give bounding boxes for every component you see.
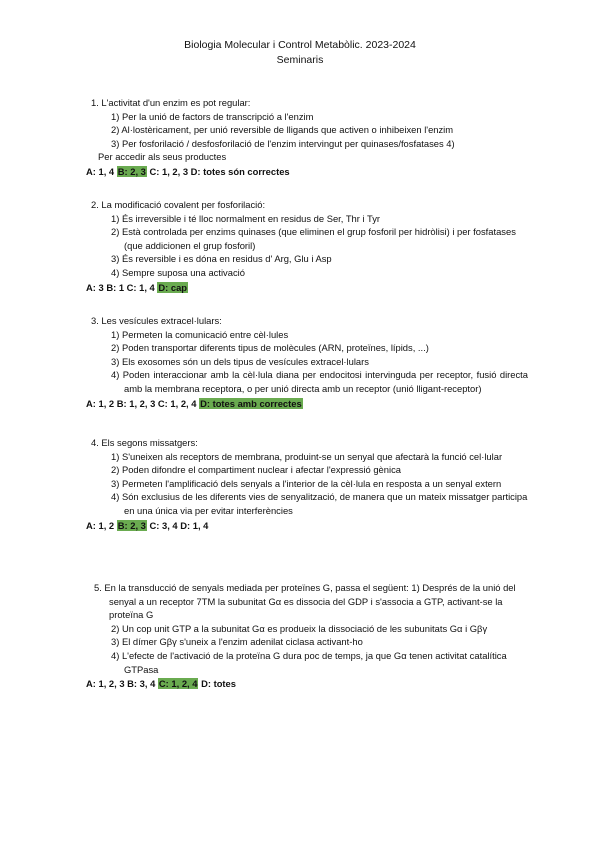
question-2 <box>88 198 528 294</box>
answer-line <box>86 397 528 411</box>
option-3: 3) El dímer Gβγ s'uneix a l'enzim adenilat ciclasa activant-ho <box>111 636 363 648</box>
answer-text: A: 1, 2 <box>86 519 117 531</box>
option-2: 2) Està controlada per enzims quinases (que eliminen el grup fosforil per hidròlisi) i per fosfatases (que addicionen el grup fosforil) <box>111 226 516 251</box>
option-3: 3) Els exosomes són un dels tipus de vesícules extracel·lulars <box>111 355 369 367</box>
correct-answer-highlight: B: 2, 3 <box>117 165 146 177</box>
document-title: Biologia Molecular i Control Metabòlic. 2023-2024 <box>184 39 416 51</box>
correct-answer-highlight: D: cap <box>158 281 188 293</box>
option-1: 1) És irreversible i té lloc normalment en residus de Ser, Thr i Tyr <box>111 212 381 224</box>
answer-line <box>86 165 528 179</box>
question-3 <box>88 314 528 410</box>
option-4: 4) L'efecte de l'activació de la proteïna G dura poc de temps, ja que Gα tenen activitat catalítica GTPasa <box>111 649 507 675</box>
answer-text: A: 1, 2 B: 1, 2, 3 C: 1, 2, 4 <box>86 397 200 409</box>
option-1: 1) S'uneixen als receptors de membrana, produint-se un senyal que afectarà la funció cel·lular <box>111 450 503 462</box>
answer-line <box>86 677 528 691</box>
correct-answer-highlight: B: 2, 3 <box>117 519 146 531</box>
question-stem: 5. En la transducció de senyals mediada per proteïnes G, passa el següent: 1) Després de la unió del senyal a un receptor 7TM la subunitat Gα es dissocia del GDP i s'associa a GTP, activant-se la proteïna G <box>94 582 516 621</box>
document-subtitle: Seminaris <box>276 54 324 66</box>
answer-text: A: 3 B: 1 C: 1, 4 <box>86 281 158 293</box>
option-4: 4) Poden interaccionar amb la cèl·lula diana per endocitosi intervinguda per receptor, fusió directa amb la membrana receptora, o per unió directa amb un receptor (unió lligant-receptor) <box>111 369 528 394</box>
correct-answer-highlight: D: totes amb correctes <box>200 397 302 409</box>
question-5 <box>88 581 528 691</box>
option-4: 4) Són exclusius de les diferents vies de senyalització, de manera que un mateix missatger participa en una única via per evitar interferències <box>111 491 528 516</box>
question-stem: 3. Les vesícules extracel·lulars: <box>91 315 222 326</box>
answer-text: A: 1, 2, 3 B: 3, 4 <box>86 678 158 690</box>
correct-answer-highlight: C: 1, 2, 4 <box>158 678 198 690</box>
option-2: 2) Al·lostèricament, per unió reversible de lligands que activen o inhibeixen l'enzim <box>111 124 454 136</box>
option-3: 3) Per fosforilació / desfosforilació de l'enzim intervingut per quinases/fosfatases 4) <box>111 137 455 149</box>
option-2: 2) Un cop unit GTP a la subunitat Gα es produeix la dissociació de les subunitats Gα i Gβγ <box>111 622 488 634</box>
answer-line <box>86 281 528 295</box>
answer-line <box>86 519 528 533</box>
answer-text: D: totes <box>198 678 236 690</box>
option-1: 1) Per la unió de factors de transcripció a l'enzim <box>111 110 314 122</box>
answer-text: A: 1, 4 <box>86 165 117 177</box>
option-3: 3) És reversible i es dóna en residus d' Arg, Glu i Asp <box>111 253 332 265</box>
question-stem: 1. L'activitat d'un enzim es pot regular: <box>91 97 251 108</box>
question-stem: 2. La modificació covalent per fosforilació: <box>91 199 266 210</box>
option-4: 4) Sempre suposa una activació <box>111 266 245 278</box>
question-4 <box>88 436 528 532</box>
option-3: 3) Permeten l'amplificació dels senyals a l'interior de la cèl·lula en resposta a un senyal extern <box>111 477 502 489</box>
option-2: 2) Poden transportar diferents tipus de molècules (ARN, proteïnes, lípids, ...) <box>111 342 429 354</box>
option-2: 2) Poden difondre el compartiment nuclear i afectar l'expressió gènica <box>111 464 401 476</box>
answer-text: C: 3, 4 D: 1, 4 <box>146 519 209 531</box>
answer-text: C: 1, 2, 3 D: totes són correctes <box>146 165 290 177</box>
option-1: 1) Permeten la comunicació entre cèl·lules <box>111 328 289 340</box>
question-1 <box>88 96 528 179</box>
question-stem: 4. Els segons missatgers: <box>91 437 198 448</box>
option-4: Per accedir als seus productes <box>98 151 227 163</box>
